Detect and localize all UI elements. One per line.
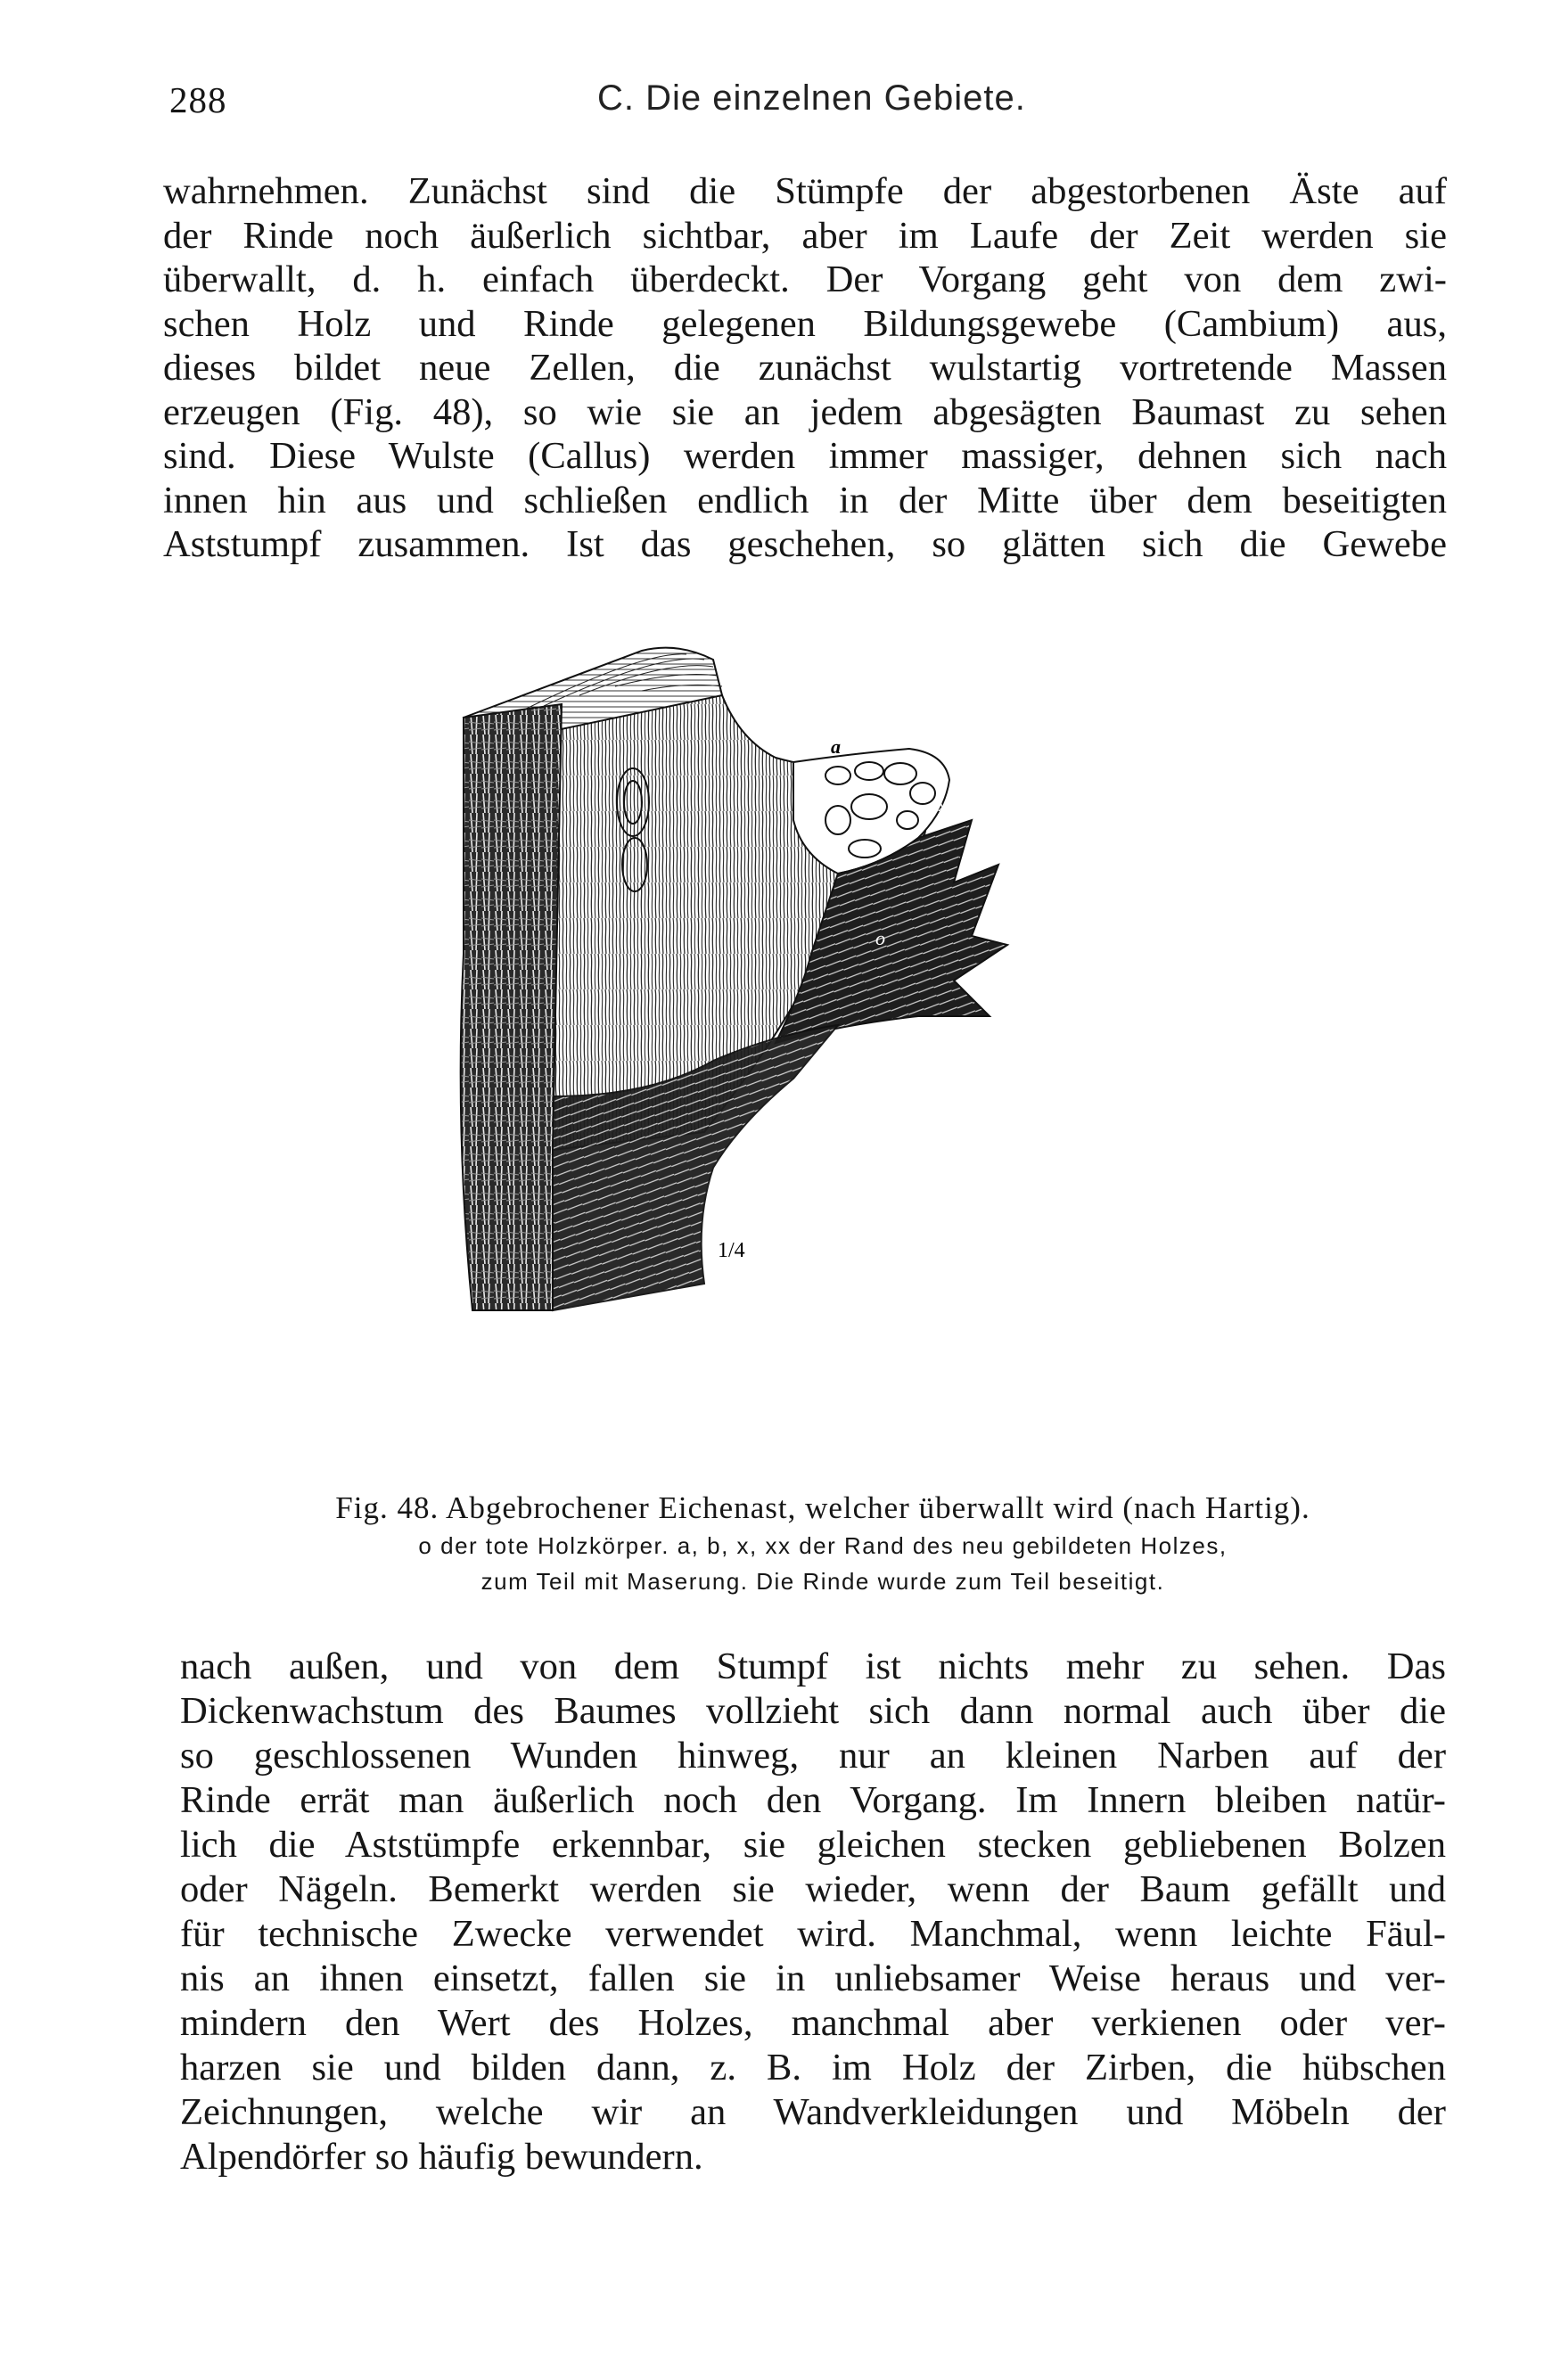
label-xx: xx (932, 797, 946, 815)
page-header (160, 78, 1462, 132)
text-line: wahrnehmen. Zunächst sind die Stümpfe der abgestorbenen Äste auf (163, 170, 1447, 212)
figure-48-oak-branch (419, 597, 1132, 1489)
text-line: der Rinde noch äußerlich sichtbar, aber im Laufe der Zeit werden sie (163, 214, 1447, 257)
text-line: oder Nägeln. Bemerkt werden sie wieder, wenn der Baum gefällt und (180, 1868, 1446, 1910)
text-line: nach außen, und von dem Stumpf ist nichts mehr zu sehen. Das (180, 1645, 1446, 1687)
text-line: erzeugen (Fig. 48), so wie sie an jedem abgesägten Baumast zu sehen (163, 390, 1447, 433)
text-line: dieses bildet neue Zellen, die zunächst wulstartig vortretende Massen (163, 347, 1447, 389)
text-line: mindern den Wert des Holzes, manchmal aber verkienen oder ver- (180, 2002, 1446, 2044)
text-line: überwallt, d. h. einfach überdeckt. Der Vorgang geht von dem zwi- (163, 259, 1447, 300)
scale-label: 1/4 (718, 1239, 745, 1262)
text-line: für technische Zwecke verwendet wird. Manchmal, wenn leichte Fäul- (180, 1913, 1446, 1955)
text-line: harzen sie und bilden dann, z. B. im Holz der Zirben, die hübschen (180, 2047, 1446, 2089)
text-line: nis an ihnen einsetzt, fallen sie in unliebsamer Weise heraus und ver- (180, 1957, 1446, 1999)
oak-branch-illustration (419, 597, 1132, 1489)
text-line: Alpendörfer so häufig bewundern. (180, 2136, 703, 2178)
paragraph-bottom (180, 1645, 1446, 2179)
text-line: lich die Aststümpfe erkennbar, sie gleichen stecken gebliebenen Bolzen (180, 1824, 1446, 1866)
running-title: C. Die einzelnen Gebiete. (597, 78, 1026, 118)
text-line: Zeichnungen, welche wir an Wandverkleidungen und Möbeln der (180, 2091, 1446, 2133)
caption-line: zum Teil mit Maserung. Die Rinde wurde zum Teil beseitigt. (480, 1568, 1165, 1595)
text-line: Rinde errät man äußerlich noch den Vorgang. Im Innern bleiben natür- (180, 1779, 1446, 1821)
caption-title: Fig. 48. Abgebrochener Eichenast, welcher überwallt wird (nach Hartig). (335, 1490, 1310, 1525)
label-a: a (831, 735, 841, 758)
text-line: so geschlossenen Wunden hinweg, nur an kleinen Narben auf der (180, 1735, 1446, 1777)
text-line: innen hin aus und schließen endlich in der Mitte über dem beseitigten (163, 479, 1447, 521)
page-number: 288 (169, 79, 227, 120)
figure-caption (217, 1489, 1429, 1599)
text-line: Aststumpf zusammen. Ist das geschehen, so glätten sich die Gewebe (163, 523, 1447, 565)
text-line: schen Holz und Rinde gelegenen Bildungsgewebe (Cambium) aus, (163, 302, 1447, 345)
bark-strip (461, 704, 562, 1310)
label-o: o (875, 927, 885, 949)
caption-line: o der tote Holzkörper. a, b, x, xx der Rand des neu gebildeten Holzes, (418, 1532, 1228, 1559)
text-line: sind. Diese Wulste (Callus) werden immer massiger, dehnen sich nach (163, 435, 1447, 477)
text-line: Dickenwachstum des Baumes vollzieht sich dann normal auch über die (180, 1690, 1446, 1732)
paragraph-top (163, 169, 1447, 567)
